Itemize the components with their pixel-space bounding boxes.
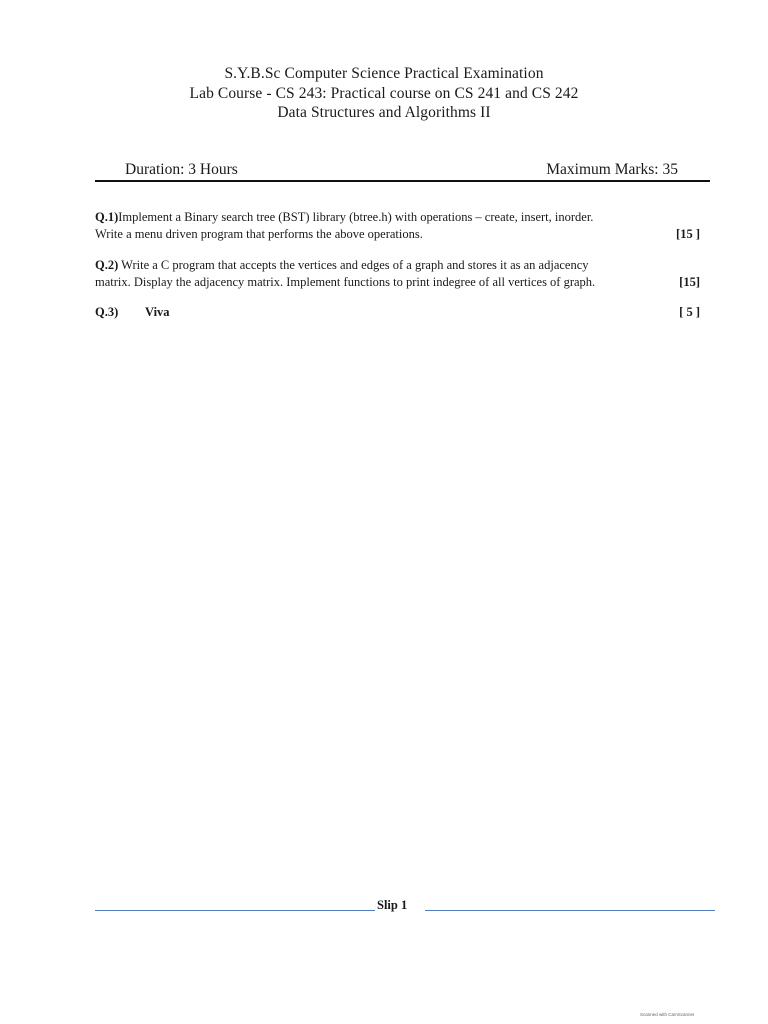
question-text-line-2: Write a menu driven program that performs the above operations. (95, 227, 423, 241)
question-text-line-1: Implement a Binary search tree (BST) library (btree.h) with operations – create, insert, inorder. (118, 210, 594, 224)
question-marks: [15] (679, 275, 700, 289)
course-title: Lab Course - CS 243: Practical course on CS 241 and CS 242 (189, 85, 579, 102)
footer-divider-right (425, 910, 715, 911)
question-number: Q.3) (95, 305, 119, 319)
maximum-marks-label: Maximum Marks: 35 (546, 161, 678, 178)
question-3 (95, 304, 700, 321)
scanner-watermark: Scanned with CamScanner (640, 1012, 695, 1017)
question-number: Q.2) (95, 258, 119, 272)
slip-label: Slip 1 (377, 898, 408, 912)
question-text: Viva (145, 305, 170, 319)
exam-title: S.Y.B.Sc Computer Science Practical Examination (224, 65, 544, 82)
question-marks: [15 ] (676, 227, 700, 241)
footer-divider-left (95, 910, 375, 911)
header-divider (95, 180, 710, 182)
question-1 (95, 209, 700, 243)
question-text-line-2: matrix. Display the adjacency matrix. Implement functions to print indegree of all vertices of graph. (95, 275, 596, 289)
question-2 (95, 257, 700, 291)
duration-label: Duration: 3 Hours (125, 161, 238, 178)
slip-footer (95, 897, 715, 913)
exam-meta (125, 160, 678, 180)
subject-title: Data Structures and Algorithms II (277, 104, 491, 121)
question-text-line-1: Write a C program that accepts the vertices and edges of a graph and stores it as an adjacency (118, 258, 589, 272)
question-marks: [ 5 ] (679, 305, 700, 319)
question-number: Q.1) (95, 210, 119, 224)
